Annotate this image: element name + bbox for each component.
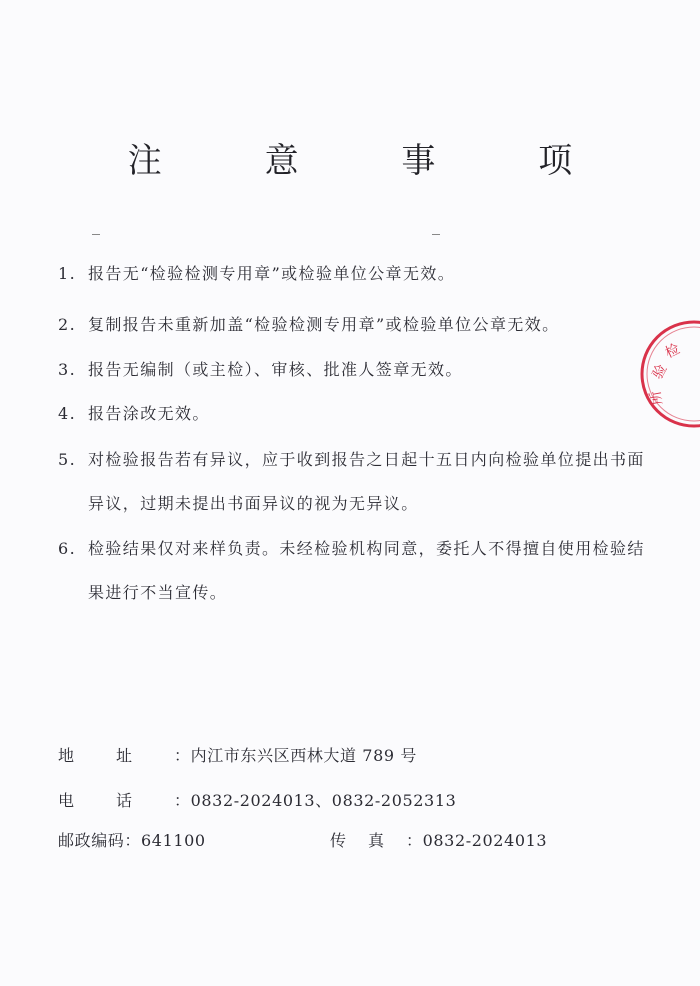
postcode-value: ：641100 [124, 831, 206, 850]
note-number: 1. [58, 264, 77, 283]
note-item [58, 358, 463, 382]
note-text: 报告无“检验检测专用章”或检验单位公章无效。 [88, 264, 456, 283]
address-line [58, 743, 417, 766]
divider-mark [92, 234, 100, 235]
postcode-label: 邮政编码 [58, 831, 125, 850]
note-text: 对检验报告若有异议，应于收到报告之日起十五日内向检验单位提出书面异议，过期未提出书面异议的视为无异议。 [88, 450, 645, 513]
official-seal-icon [638, 318, 700, 430]
note-item [58, 262, 455, 286]
note-item [58, 313, 560, 337]
fax-line [330, 828, 547, 851]
address-label: 地址 [58, 746, 175, 765]
note-number: 2. [58, 315, 77, 334]
phone-value: ：0832-2024013、0832-2052313 [174, 791, 457, 810]
phone-label: 电话 [58, 791, 175, 810]
note-item [58, 438, 658, 526]
page-title: 注 意 事 项 [127, 141, 619, 181]
note-item [58, 527, 658, 615]
note-text: 检验结果仅对来样负责。未经检验机构同意，委托人不得擅自使用检验结果进行不当宣传。 [88, 539, 645, 602]
postcode-line [58, 828, 206, 851]
note-number: 4. [58, 404, 77, 423]
note-text: 报告涂改无效。 [88, 404, 210, 423]
divider-mark [432, 234, 440, 235]
svg-text:验: 验 [649, 361, 671, 382]
note-text: 报告无编制（或主检）、审核、批准人签章无效。 [88, 360, 463, 379]
note-number: 5. [58, 450, 77, 469]
fax-value: ：0832-2024013 [406, 831, 548, 850]
note-item [58, 402, 210, 426]
fax-label: 传真 [330, 831, 407, 850]
note-number: 6. [58, 539, 77, 558]
svg-text:检: 检 [662, 341, 683, 362]
address-value: ：内江市东兴区西林大道 789 号 [174, 746, 417, 765]
note-number: 3. [58, 360, 77, 379]
phone-line [58, 788, 456, 811]
note-text: 复制报告未重新加盖“检验检测专用章”或检验单位公章无效。 [88, 315, 560, 334]
svg-text:所: 所 [647, 389, 666, 407]
